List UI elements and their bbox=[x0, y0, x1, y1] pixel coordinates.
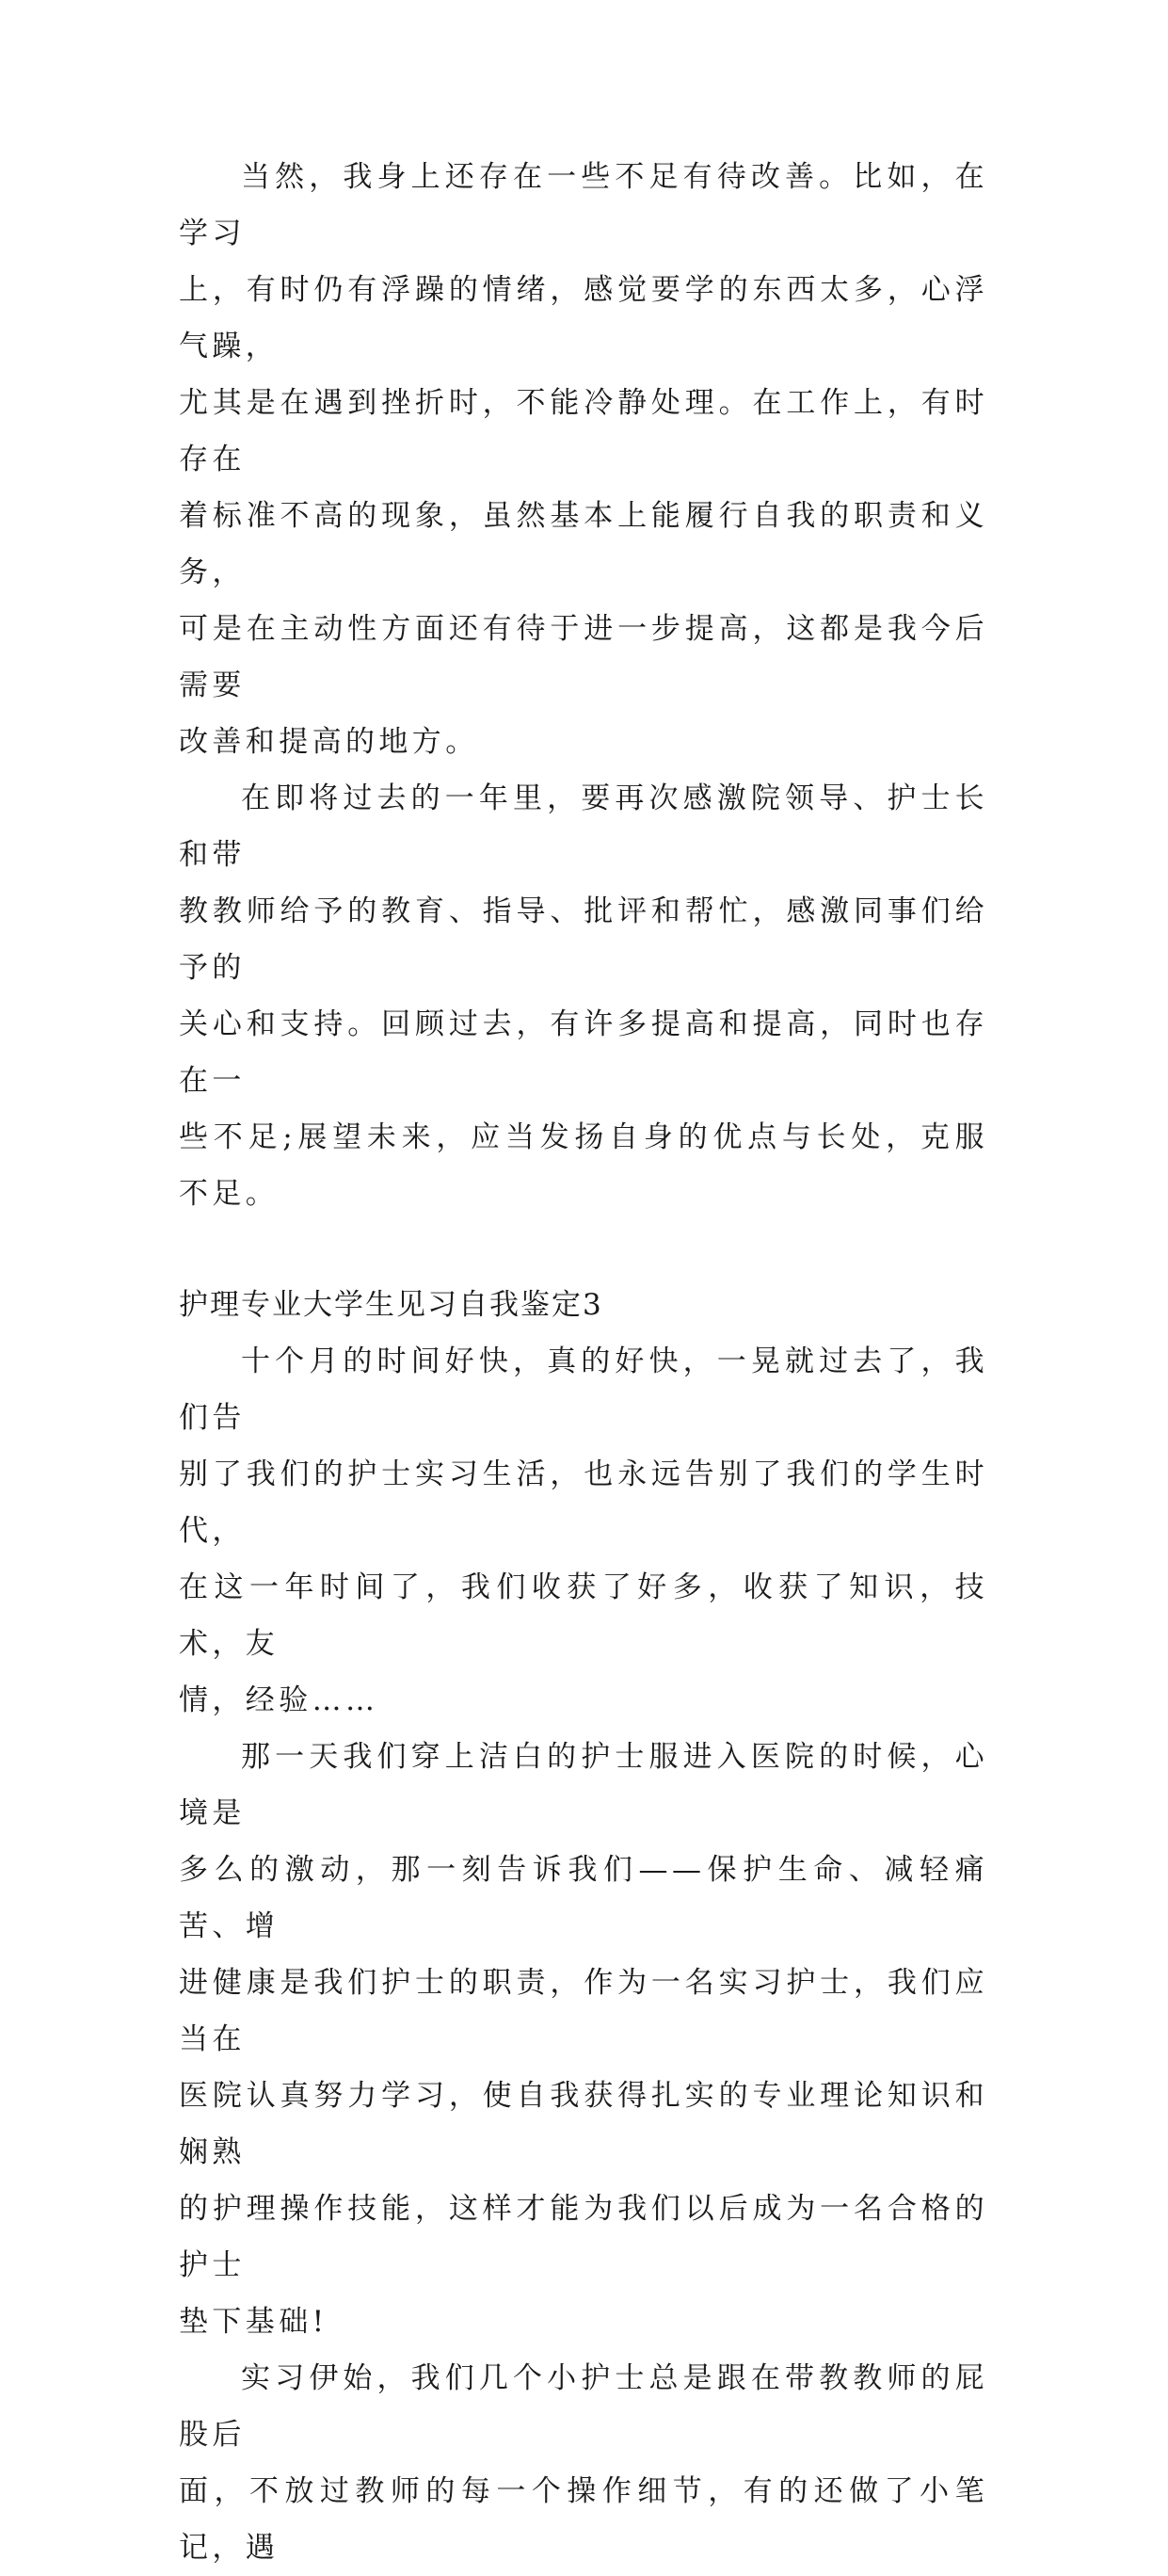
paragraph-shortcomings: 当然，我身上还存在一些不足有待改善。比如，在学习 上，有时仍有浮躁的情绪，感觉要学的东西太多，心浮气躁， 尤其是在遇到挫折时，不能冷静处理。在工作上，有时存在 着标准不高的现象，虽然基本上能履行自我的职责和义务， 可是在主动性方面还有待于进一步提高，这都是我今后需要 改善和提高的地方。 bbox=[179, 160, 988, 759]
section-title: 护理专业大学生见习自我鉴定3 bbox=[179, 1288, 603, 1322]
paragraph-internship-start: 实习伊始，我们几个小护士总是跟在带教教师的屁股后 面，不放过教师的每一个操作细节，有的还做了小笔记，遇 bbox=[179, 2361, 988, 2565]
paragraph-ten-months: 十个月的时间好快，真的好快，一晃就过去了，我们告 别了我们的护士实习生活，也永远告别了我们的学生时代， 在这一年时间了，我们收获了好多，收获了知识，技术，友 情，经验…… bbox=[179, 1344, 988, 1717]
paragraph-gratitude: 在即将过去的一年里，要再次感激院领导、护士长和带 教教师给予的教育、指导、批评和帮忙，感激同事们给予的 关心和支持。回顾过去，有许多提高和提高，同时也存在一 些不足;展望未来，应当发扬自身的优点与长处，克服不足。 bbox=[179, 781, 988, 1211]
paragraph-first-day: 那一天我们穿上洁白的护士服进入医院的时候，心境是 多么的激动，那一刻告诉我们——保护生命、减轻痛苦、增 进健康是我们护士的职责，作为一名实习护士，我们应当在 医院认真努力学习，使自我获得扎实的专业理论知识和娴熟 的护理操作技能，这样才能为我们以后成为一名合格的护士 垫下基础! bbox=[179, 1740, 988, 2339]
document-body bbox=[179, 149, 988, 2576]
